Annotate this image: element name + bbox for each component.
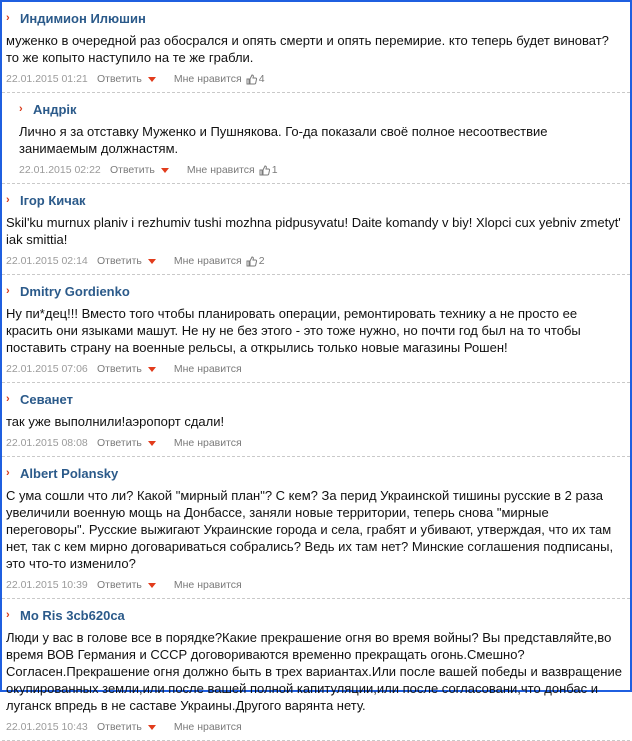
- comment-date: 22.01.2015 10:43: [6, 721, 88, 733]
- comment-item: [2, 184, 630, 275]
- reply-button[interactable]: Ответить: [97, 363, 142, 375]
- like-count: 2: [258, 255, 265, 267]
- reply-dropdown-icon[interactable]: [148, 725, 156, 730]
- bullet-arrow-icon: ›: [6, 609, 10, 621]
- comment-text: Ну пи*дец!!! Вместо того чтобы планировать операции, ремонтировать технику а не просто ее красить они языками машут. Не ну не без этого - это тоже нужно, но почти год был на то чтобы поставить страну на военные рельсы, а открылись только новые магазины Рошен!: [6, 306, 581, 355]
- comment-text: С ума сошли что ли? Какой "мирный план"? С кем? За перид Украинской тишины русские в 2 раза увеличили военную мощь на Донбассе, заняли новые территории, теперь снова "мирные переговоры". Русские выжигают Украинские города и села, грабят и убивают, утверждая, что их там нет, так с кем мирно договариваться собрались? Ведь их там нет? Минские соглашения подписаны, это что-то изменило?: [6, 488, 614, 571]
- thumbs-up-icon[interactable]: [259, 165, 270, 176]
- comment-author[interactable]: Севанет: [20, 391, 73, 407]
- bullet-arrow-icon: ›: [6, 393, 10, 405]
- like-button[interactable]: Мне нравится: [173, 437, 242, 449]
- bullet-arrow-icon: ›: [6, 467, 10, 479]
- comment-text: Skil'ku murnux planiv i rezhumiv tushi mozhna pidpusyvatu! Daite komandy v biy! Xlopci cux yebniv zmetyt' iak smittia!: [6, 215, 621, 247]
- reply-dropdown-icon[interactable]: [161, 168, 169, 173]
- bullet-arrow-icon: ›: [6, 285, 10, 297]
- reply-button[interactable]: Ответить: [97, 73, 142, 85]
- thumbs-up-icon[interactable]: [246, 74, 257, 85]
- comment-author[interactable]: Dmitry Gordienko: [20, 283, 130, 299]
- comment-author[interactable]: Albert Polansky: [20, 465, 119, 481]
- comment-text: Люди у вас в голове все в порядке?Какие прекрашение огня во время войны? Вы представляйте,во время ВОВ Германия и СССР договориваются временно прекращать огонь.Смешно? Согласен.Прекрашение огня должно быть в трех вариантах.Или после вашей победы и вазвращение окупированных земли,или после вашей полной капитуляции,или после согласовани,что донбас и луганск впредь в не саставе Украины.Другого варянта нету.: [6, 630, 622, 713]
- like-count: 1: [271, 164, 278, 176]
- bullet-arrow-icon: ›: [19, 103, 23, 115]
- reply-dropdown-icon[interactable]: [148, 259, 156, 264]
- comment-text: так уже выполнили!аэропорт сдали!: [6, 414, 225, 429]
- reply-button[interactable]: Ответить: [97, 721, 142, 733]
- bullet-arrow-icon: ›: [6, 194, 10, 206]
- like-button[interactable]: Мне нравится: [173, 73, 242, 85]
- reply-button[interactable]: Ответить: [97, 255, 142, 267]
- like-button[interactable]: Мне нравится: [173, 363, 242, 375]
- comment-item: [2, 599, 630, 741]
- comment-text: Лично я за отставку Муженко и Пушнякова. Го-да показали своё полное несоотвествие занимаемым должнастям.: [19, 124, 548, 156]
- like-button[interactable]: Мне нравится: [173, 721, 242, 733]
- comment-item: [2, 275, 630, 383]
- comment-date: 22.01.2015 01:21: [6, 73, 88, 85]
- comment-item: [2, 383, 630, 457]
- comment-text: муженко в очередной раз обосрался и опять смерти и опять перемирие. кто теперь будет виноват? то же копыто наступило на те же грабли.: [6, 33, 609, 65]
- reply-dropdown-icon[interactable]: [148, 441, 156, 446]
- comment-item: [2, 2, 630, 93]
- comment-date: 22.01.2015 07:06: [6, 363, 88, 375]
- comment-date: 22.01.2015 08:08: [6, 437, 88, 449]
- comment-date: 22.01.2015 02:14: [6, 255, 88, 267]
- comment-date: 22.01.2015 10:39: [6, 579, 88, 591]
- comment-author[interactable]: Андрiк: [33, 101, 77, 117]
- reply-button[interactable]: Ответить: [110, 164, 155, 176]
- thumbs-up-icon[interactable]: [246, 256, 257, 267]
- reply-dropdown-icon[interactable]: [148, 583, 156, 588]
- reply-button[interactable]: Ответить: [97, 579, 142, 591]
- comment-item: [2, 457, 630, 599]
- like-count: 4: [258, 73, 265, 85]
- comment-author[interactable]: Индимион Илюшин: [20, 10, 146, 26]
- comment-author[interactable]: Mo Ris 3cb620ca: [20, 607, 125, 623]
- reply-dropdown-icon[interactable]: [148, 77, 156, 82]
- reply-button[interactable]: Ответить: [97, 437, 142, 449]
- like-button[interactable]: Мне нравится: [186, 164, 255, 176]
- like-button[interactable]: Мне нравится: [173, 579, 242, 591]
- comment-date: 22.01.2015 02:22: [19, 164, 101, 176]
- comment-author[interactable]: Iгор Кичак: [20, 192, 86, 208]
- comment-item: [2, 93, 630, 184]
- like-button[interactable]: Мне нравится: [173, 255, 242, 267]
- reply-dropdown-icon[interactable]: [148, 367, 156, 372]
- bullet-arrow-icon: ›: [6, 12, 10, 24]
